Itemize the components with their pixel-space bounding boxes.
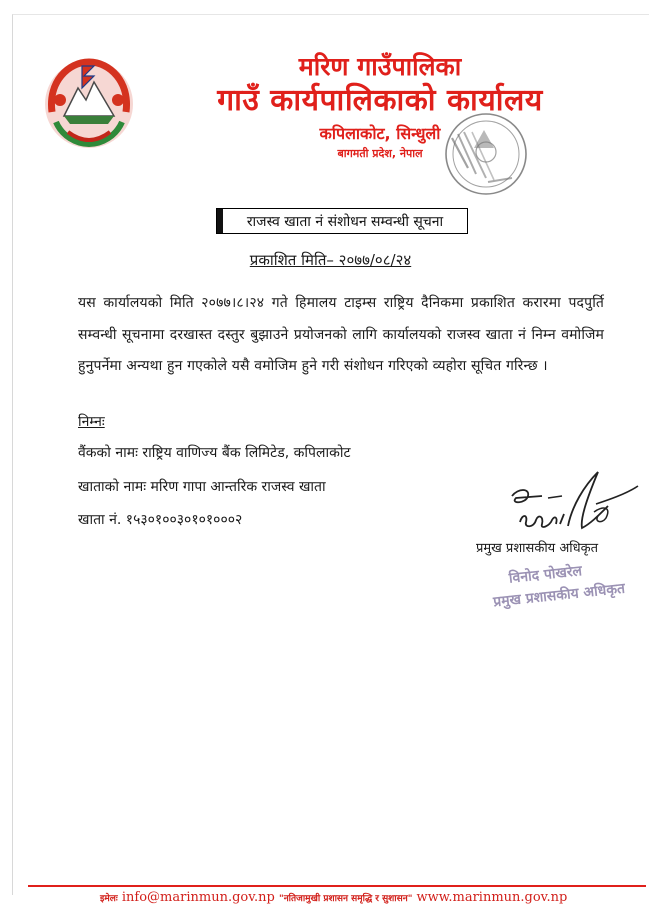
name-stamp [470, 556, 640, 616]
footer-website: www.marinmun.gov.np [416, 890, 568, 905]
signatory-designation: प्रमुख प्रशासकीय अधिकृत [476, 541, 599, 556]
office-seal-icon [428, 108, 532, 206]
nepal-emblem-icon [38, 52, 140, 152]
footer-slogan: "नतिजामुखी प्रशासन समृद्धि र सुशासन" [279, 894, 413, 904]
footer [100, 890, 567, 905]
footer-divider [28, 885, 646, 887]
stamp-title: प्रमुख प्रशासकीय अधिकृत [492, 580, 626, 611]
email-prefix: इमेलः [100, 894, 118, 904]
province-line: बागमती प्रदेश, नेपाल [337, 147, 423, 160]
notice-body: यस कार्यालयको मिति २०७७।८।२४ गते हिमालय टाइम्स राष्ट्रिय दैनिकमा प्रकाशित करारमा पदपुर्ति सम्वन्धी सूचनामा दरखास्त दस्तुर बुझाउने प्रयोजनको लागि कार्यालयको राजस्व खाता नं निम्न वमोजिम हुनुपर्नेमा अन्यथा हुन गएकोले यसै वमोजिम हुने गरी संशोधन गरिएको व्यहोरा सूचित गरिन्छ । [78, 295, 604, 374]
footer-email: info@marinmun.gov.np [121, 890, 275, 905]
office-name: गाउँ कार्यपालिकाको कार्यालय [217, 83, 543, 118]
handwritten-signature [498, 466, 643, 546]
account-number-line: खाता नं. १५३०१००३०१०१०००२ [78, 512, 243, 528]
stamp-name: विनोद पोखरेल [508, 563, 583, 587]
published-date-text: प्रकाशित मिति– २०७७/०८/२४ [249, 251, 412, 269]
office-address: कपिलाकोट, सिन्धुली [319, 124, 441, 143]
published-date [0, 250, 661, 270]
notice-subject [216, 208, 468, 234]
subject-text: राजस्व खाता नं संशोधन सम्वन्धी सूचना [246, 213, 444, 230]
bank-name-line: वैंकको नामः राष्ट्रिय वाणिज्य बैंक लिमिटेड, कपिलाकोट [78, 445, 351, 461]
account-name-line: खाताको नामः मरिण गापा आन्तरिक राजस्व खाता [78, 479, 326, 495]
letterhead [150, 52, 610, 162]
details-label: निम्नः [78, 414, 105, 430]
municipality-name: मरिण गाउँपालिका [298, 52, 462, 81]
